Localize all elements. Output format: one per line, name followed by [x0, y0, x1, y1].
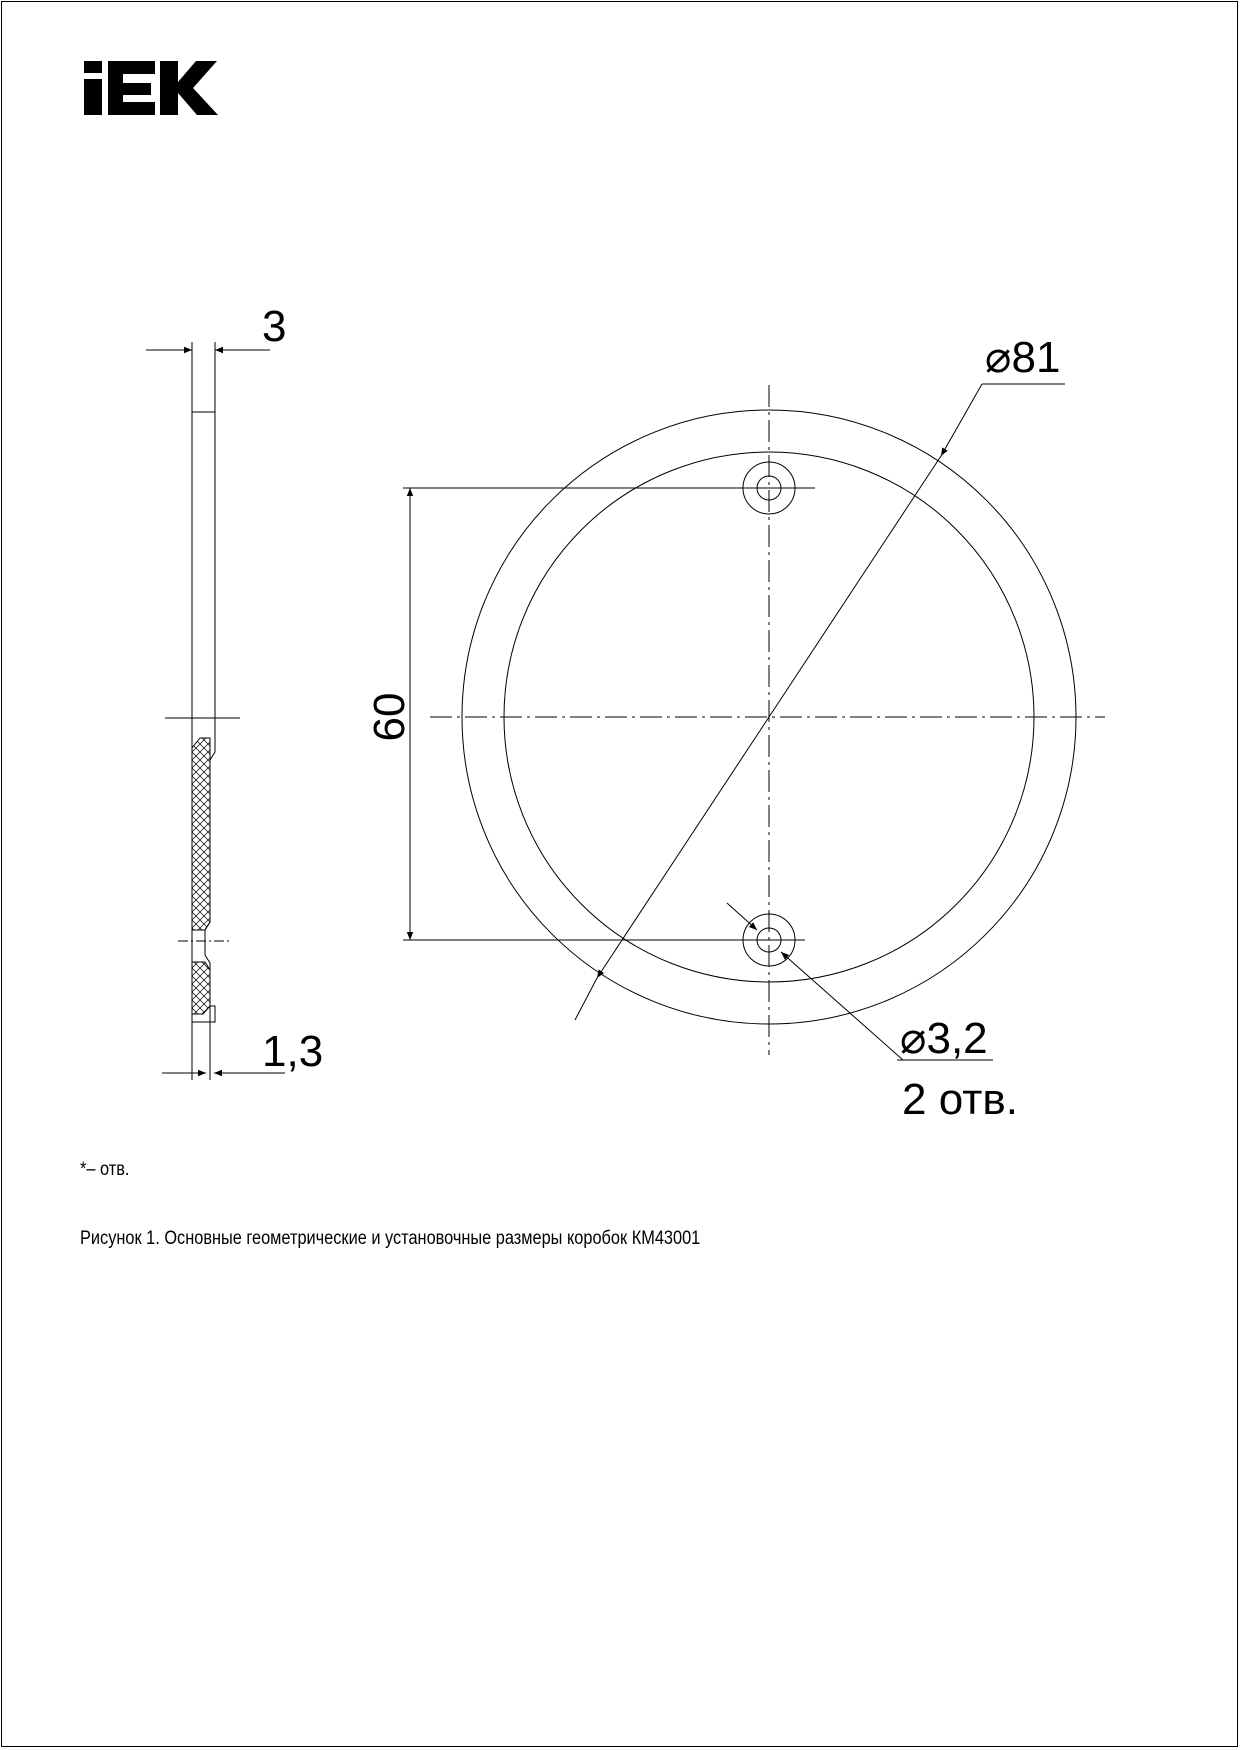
outer-diameter-label: ⌀81: [985, 333, 1061, 382]
hole-count-label: 2 отв.: [902, 1075, 1018, 1124]
figure-caption: Рисунок 1. Основные геометрические и установочные размеры коробок КМ43001: [80, 1228, 701, 1249]
thickness-label: 3: [262, 302, 287, 351]
hole-spacing-label: 60: [365, 692, 414, 742]
iek-logo: [84, 61, 218, 115]
hole-diameter-label: ⌀3,2: [900, 1014, 988, 1063]
side-view: [165, 342, 240, 1080]
hole-spacing-dimension: [403, 488, 815, 940]
outer-diameter-dimension: [575, 384, 1065, 1020]
wall-label: 1,3: [262, 1027, 324, 1076]
section-hatch-lower: [192, 962, 210, 1014]
section-hatch-upper: [192, 738, 210, 930]
footnote: *– отв.: [80, 1159, 130, 1180]
